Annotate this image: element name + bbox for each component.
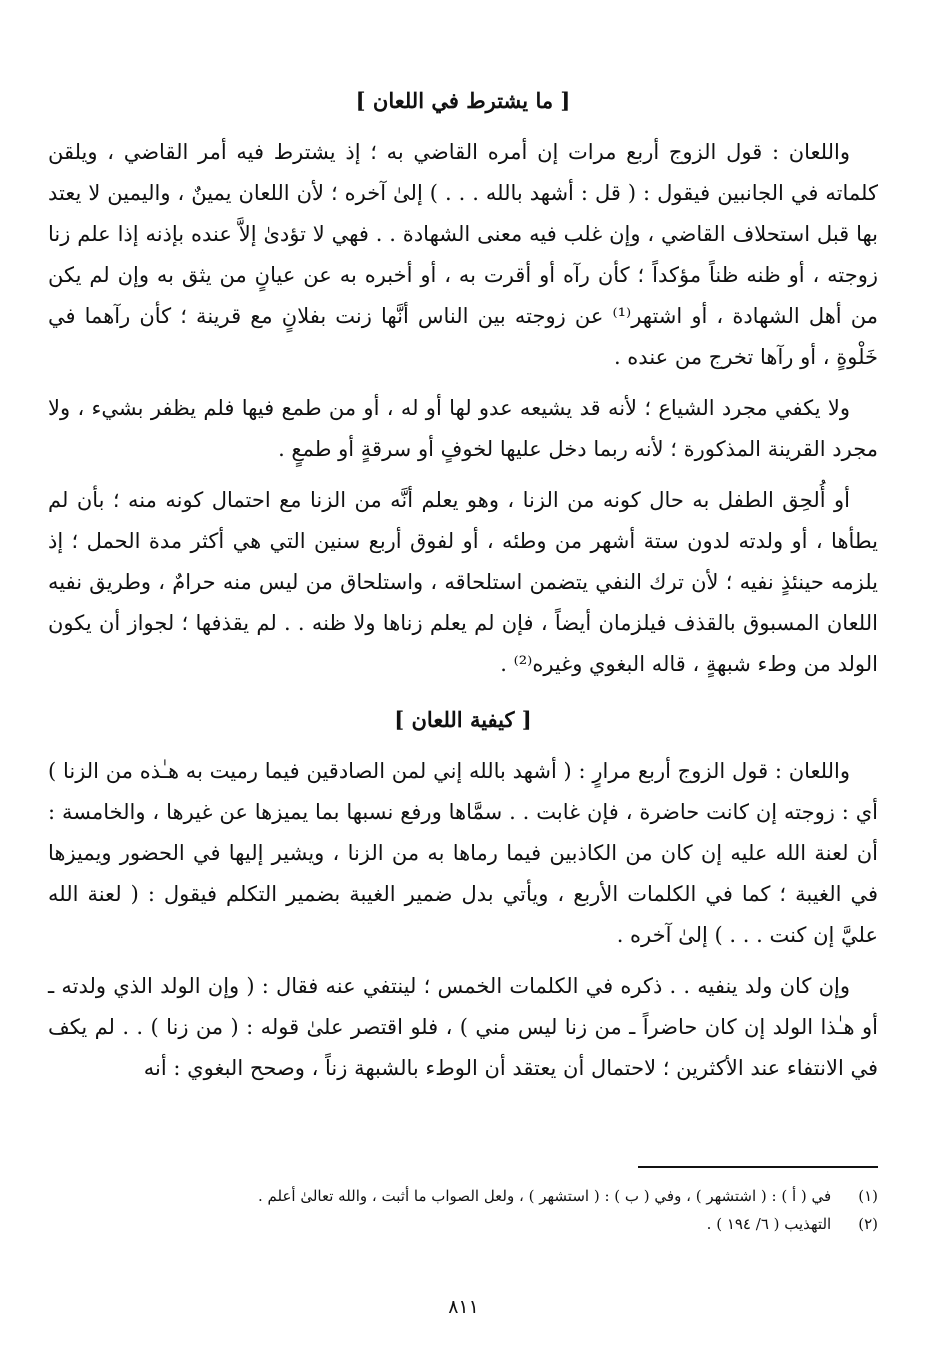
paragraph: واللعان : قول الزوج أربع مرات إن أمره القاضي به ؛ إذ يشترط فيه أمر القاضي ، ويلقن كلماته في الجانبين فيقول : ( قل : أشهد بالله . . . ) إلىٰ آخره ؛ لأن اللعان يمينٌ ، واليمين لا يعتد بها قبل استحلاف القاضي ، وإن غلب فيه معنى الشهادة . . فهي لا تؤدىٰ إلاَّ عنده بإذنه إذا علم زنا زوجته ، أو ظنه ظناً مؤكداً ؛ كأن رآه أو أقرت به ، أو أخبره به عن عيانٍ من يثق به وإن لم يكن من أهل الشهادة ، أو اشتهر⁽¹⁾ عن زوجته بين الناس أنَّها زنت بفلانٍ مع قرينة ؛ كأن رآهما في خَلْوةٍ ، أو رآها تخرج من عنده . [48, 140, 878, 369]
footnote-text: التهذيب ( ٦/ ١٩٤ ) . [706, 1215, 832, 1233]
paragraph: ولا يكفي مجرد الشياع ؛ لأنه قد يشيعه عدو لها أو له ، أو من طمع فيها فلم يظفر بشيء ، ولا مجرد القرينة المذكورة ؛ لأنه ربما دخل عليها لخوفٍ أو سرقةٍ أو طمعٍ . [48, 396, 878, 461]
paragraph: وإن كان ولد ينفيه . . ذكره في الكلمات الخمس ؛ لينتفي عنه فقال : ( وإن الولد الذي ولدته ـ أو هـٰذا الولد إن كان حاضراً ـ من زنا ليس مني ) ، فلو اقتصر علىٰ قوله : ( من زنا ) . . لم يكف في الانتفاء عند الأكثرين ؛ لاحتمال أن يعتقد أن الوطء بالشبهة زناً ، وصحح البغوي : أنه [48, 974, 878, 1080]
footnote-number: (١) [858, 1187, 878, 1205]
paragraph: واللعان : قول الزوج أربع مرارٍ : ( أشهد بالله إني لمن الصادقين فيما رميت به هـٰذه من الزنا ) أي : زوجته إن كانت حاضرة ، فإن غابت . . سمَّاها ورفع نسبها بما يميزها عن غيرها ، والخامسة : أن لعنة الله عليه إن كان من الكاذبين فيما رماها به من الزنا ، ويشير إليها في الحضور ويميزها في الغيبة ؛ كما في الكلمات الأربع ، ويأتي بدل ضمير الغيبة بضمير التكلم فيقول : ( لعنة الله عليَّ إن كنت . . . ) إلىٰ آخره . [48, 759, 878, 947]
footnotes [48, 1182, 878, 1238]
footnote-text: في ( أ ) : ( اشتشهر ) ، وفي ( ب ) : ( استشهر ) ، ولعل الصواب ما أثبت ، والله تعالىٰ أعلم . [257, 1187, 832, 1205]
paragraph: أو أُلحِق الطفل به حال كونه من الزنا ، وهو يعلم أنَّه من الزنا مع احتمال كونه منه ؛ بأن لم يطأها ، أو ولدته لدون ستة أشهر من وطئه ، أو لفوق أربع سنين التي هي أكثر مدة الحمل ؛ إذ يلزمه حينئذٍ نفيه ؛ لأن ترك النفي يتضمن استلحاقه ، واستلحاق من ليس منه حرامٌ ، وطريق نفيه اللعان المسبوق بالقذف فيلزمان أيضاً ، فإن لم يعلم زناها ولا ظنه . . لم يقذفها ؛ لجواز أن يكون الولد من وطء شبهةٍ ، قاله البغوي وغيره⁽²⁾ . [48, 488, 878, 676]
page-body [48, 84, 878, 1099]
section-heading-method: [ كيفية اللعان ] [394, 707, 532, 732]
page-number: ٨١١ [448, 1296, 479, 1318]
footnote [48, 1182, 878, 1210]
footnote [48, 1210, 878, 1238]
footnote-number: (٢) [858, 1215, 878, 1233]
section-heading-conditions: [ ما يشترط في اللعان ] [355, 88, 571, 113]
footnote-divider [638, 1166, 878, 1168]
